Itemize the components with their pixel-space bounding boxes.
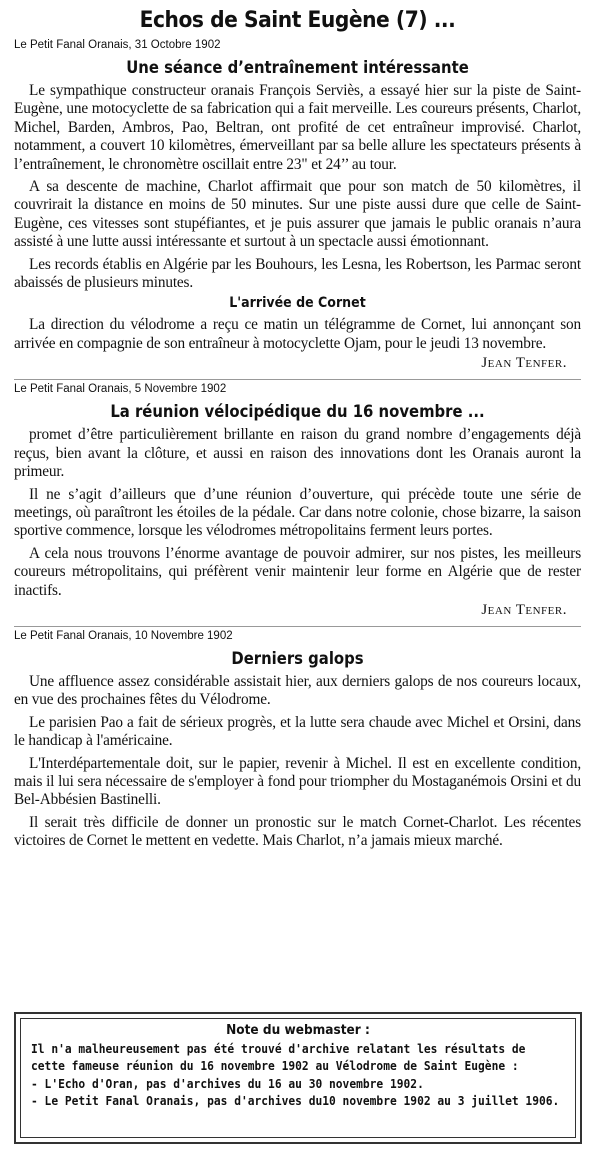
- note-title: Note du webmaster :: [226, 1022, 370, 1038]
- article-paragraph: La direction du vélodrome a reçu ce matin un télégramme de Cornet, lui annonçant son arrivée en compagnie de son entraîneur à motocyclette Ojam, pour le jeudi 13 novembre.: [14, 316, 581, 352]
- article-headline: La réunion vélocipédique du 16 novembre ...: [110, 402, 485, 422]
- article-paragraph: Le sympathique constructeur oranais François Serviès, a essayé hier sur la piste de Saint-Eugène, une motocyclette de sa fabrication qui a fait merveille. Les coureurs présents, Charlot, Michel, Barden, Ambros, Pao, Beltran, ont profité de cet entraîneur improvisé. Charlot, notamment, a couvert 10 kilomètres, émerveillant par sa belle allure les spectateurs présents à l’entraînement, le chronomètre oscillait entre 23" et 24’’ au tour.: [14, 82, 581, 173]
- article-signature: Jean Tenfer.: [481, 601, 567, 618]
- webmaster-note: [20, 1018, 576, 1138]
- article-signature: Jean Tenfer.: [481, 355, 567, 372]
- article-paragraph: Il serait très difficile de donner un pronostic sur le match Cornet-Charlot. Les récentes victoires de Cornet le mettent en vedette. Mais Charlot, n’a jamais mieux marché.: [14, 813, 581, 850]
- note-text: Il n'a malheureusement pas été trouvé d'archive relatant les résultats de cette fameuse réunion du 16 novembre 1902 au Vélodrome de Saint Eugène :: [31, 1040, 526, 1073]
- article-paragraph: A cela nous trouvons l’énorme avantage de pouvoir admirer, sur nos pistes, les meilleurs coureurs métropolitains, qui préfèrent venir maintenir leur forme en Algérie que de rester inactifs.: [14, 544, 581, 599]
- article-paragraph: Les records établis en Algérie par les Bouhours, les Lesna, les Robertson, les Parmac seront abaissés de plusieurs minutes.: [14, 255, 581, 292]
- article-paragraph: Il ne s’agit d’ailleurs que d’une réunion d’ouverture, qui précède toute une série de meetings, où paraîtront les étoiles de la pédale. Car dans notre colonie, chose bizarre, la saison sportive commence, lorsque les vélodromes métropolitains ferment leurs portes.: [14, 485, 581, 540]
- webmaster-note-box: [14, 1012, 582, 1144]
- article-2: [14, 379, 581, 620]
- article-paragraph: Le parisien Pao a fait de sérieux progrès, et la lutte sera chaude avec Michel et Orsini, dans le handicap à l'américaine.: [14, 713, 581, 750]
- article-subheading: L'arrivée de Cornet: [229, 295, 366, 312]
- article-source: Le Petit Fanal Oranais, 10 Novembre 1902: [14, 626, 581, 643]
- note-line: - L'Echo d'Oran, pas d'archives du 16 au 30 novembre 1902.: [31, 1075, 424, 1091]
- article-headline: Derniers galops: [231, 648, 364, 668]
- article-source: Le Petit Fanal Oranais, 5 Novembre 1902: [14, 379, 581, 396]
- article-paragraph: L'Interdépartementale doit, sur le papier, revenir à Michel. Il est en excellente condition, mais il lui sera nécessaire de s'employer à fond pour triompher du Mostaganémois Orsini et du Bel-Abbésien Bastinelli.: [14, 754, 581, 809]
- article-headline: Une séance d’entraînement intéressante: [126, 58, 469, 77]
- note-line: - Le Petit Fanal Oranais, pas d'archives du10 novembre 1902 au 3 juillet 1906.: [31, 1093, 560, 1108]
- article-3: [14, 626, 581, 851]
- article-paragraph: Une affluence assez considérable assistait hier, aux derniers galops de nos coureurs locaux, en vue des prochaines fêtes du Vélodrome.: [14, 672, 581, 709]
- article-paragraph: promet d’être particulièrement brillante en raison du grand nombre d’engagements déjà reçus, bien avant la clôture, et aussi en raison des innovations dont les Oranais auront la primeur.: [14, 426, 581, 481]
- article-source: Le Petit Fanal Oranais, 31 Octobre 1902: [14, 39, 221, 51]
- page-title: Echos de Saint Eugène (7) ...: [139, 8, 456, 33]
- article-paragraph: A sa descente de machine, Charlot affirmait que pour son match de 50 kilomètres, il couvrirait la distance en moins de 50 minutes. Sur une piste aussi dure que celle de Saint-Eugène, ces vitesses sont stupéfiantes, et je puis assurer que jamais le public oranais n’aura assisté à une lutte aussi intéressante et surtout à un spectacle aussi émotionnant.: [14, 178, 581, 251]
- article-1: [14, 38, 581, 373]
